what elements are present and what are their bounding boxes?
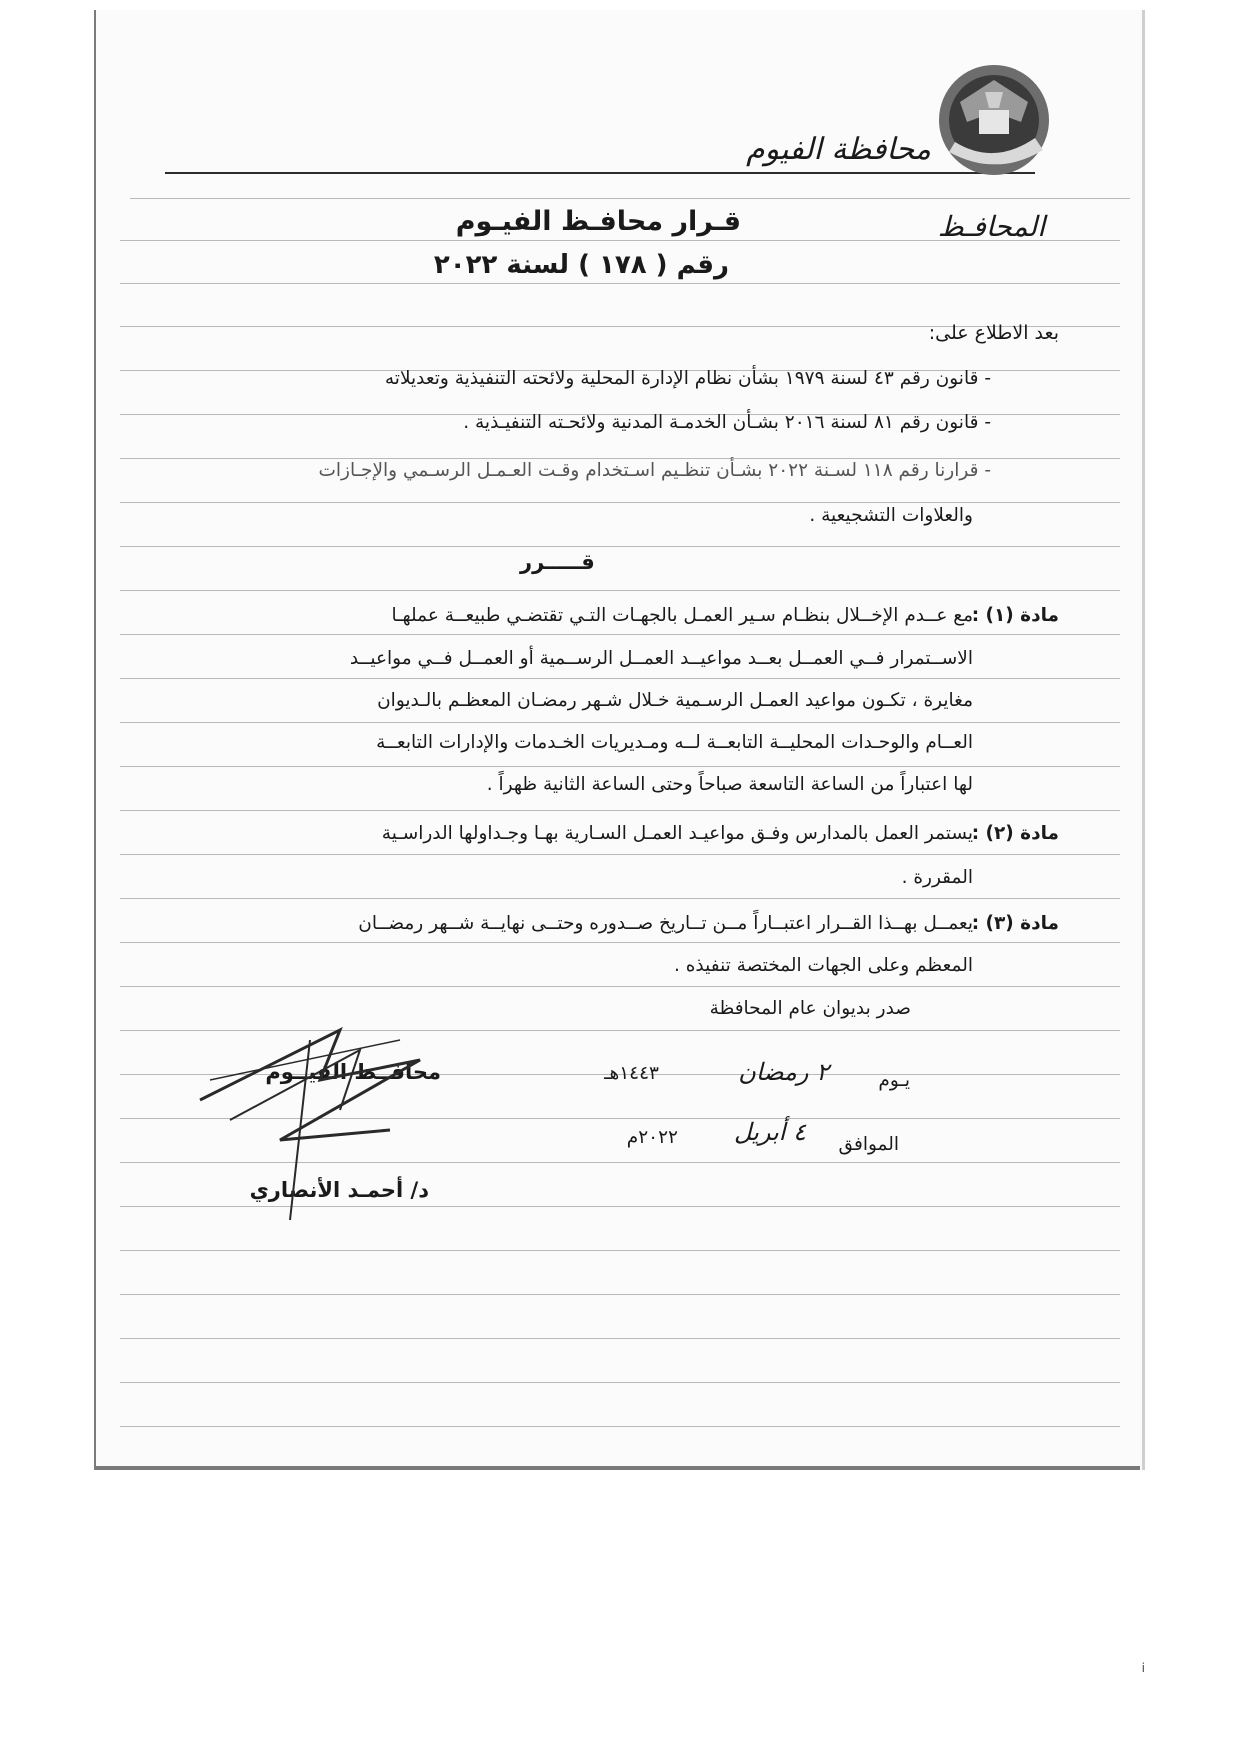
- governorate-emblem: [935, 62, 1053, 178]
- article-line: مع عــدم الإخــلال بنظـام سـير العمـل بالجهـات التـي تقتضـي طبيعــة عملهـا: [391, 605, 973, 626]
- article-line: يستمر العمل بالمدارس وفـق مواعيـد العمـل السـارية بهـا وجـداولها الدراسـية: [381, 823, 973, 844]
- article-label: مادة (٢) :: [971, 823, 1059, 844]
- handwritten-signature: [190, 1020, 430, 1240]
- article-line: الاســتمرار فــي العمــل بعــد مواعيــد العمــل الرســمية أو العمــل فــي مواعيــد: [349, 648, 973, 669]
- preamble-item: - قانون رقم ٤٣ لسنة ١٩٧٩ بشأن نظام الإدارة المحلية ولائحته التنفيذية وتعديلاته: [384, 368, 991, 389]
- article-line: العــام والوحـدات المحليــة التابعــة لــه ومـديريات الخـدمات والإدارات التابعــة: [376, 732, 973, 753]
- governorate-heading: محافظة الفيوم: [746, 132, 931, 167]
- article-line: يعمــل بهــذا القــرار اعتبــاراً مــن تــاريخ صــدوره وحتــى نهايــة شــهر رمضــان: [358, 913, 973, 934]
- gregorian-date-handwritten: ٤ أبريل: [734, 1118, 806, 1146]
- preamble-item: - قانون رقم ٨١ لسنة ٢٠١٦ بشـأن الخدمـة المدنية ولائحـته التنفيـذية .: [463, 412, 991, 433]
- article-label: مادة (١) :: [971, 605, 1059, 626]
- signatory-name: د/ أحمـد الأنصاري: [249, 1178, 429, 1202]
- decree-title: قـرار محافـظ الفيـوم: [455, 206, 741, 237]
- preamble-intro: بعد الاطلاع على:: [928, 322, 1059, 344]
- article-line: المعظم وعلى الجهات المختصة تنفيذه .: [673, 955, 973, 976]
- decision-heading: قـــــرر: [520, 550, 595, 574]
- issued-at: صدر بديوان عام المحافظة: [709, 998, 911, 1019]
- footer-mark: i: [1141, 1661, 1145, 1675]
- gregorian-year: ٢٠٢٢م: [626, 1127, 678, 1148]
- day-prefix: يـوم: [878, 1070, 910, 1091]
- office-label: المحافـظ: [937, 210, 1045, 243]
- hijri-year: ١٤٤٣هـ: [604, 1063, 659, 1084]
- signatory-title: محافــظ الفيــوم: [265, 1060, 441, 1084]
- article-line: لها اعتباراً من الساعة التاسعة صباحاً وحتى الساعة الثانية ظهراً .: [486, 774, 973, 795]
- gregorian-prefix: الموافق: [838, 1134, 899, 1155]
- article-line: مغايرة ، تكـون مواعيد العمـل الرسـمية خـلال شـهر رمضـان المعظـم بالـديوان: [377, 690, 973, 711]
- sheet-bottom-edge: [94, 1466, 1140, 1470]
- article-label: مادة (٣) :: [971, 913, 1059, 934]
- article-line: المقررة .: [901, 867, 973, 888]
- preamble-item: - قرارنا رقم ١١٨ لسـنة ٢٠٢٢ بشـأن تنظـيم اسـتخدام وقـت العـمـل الرسـمي والإجـازات: [318, 460, 991, 481]
- preamble-item: والعلاوات التشجيعية .: [809, 505, 973, 526]
- hijri-date-handwritten: ٢ رمضان: [738, 1058, 829, 1086]
- decree-number: رقم ( ١٧٨ ) لسنة ٢٠٢٢: [433, 250, 729, 280]
